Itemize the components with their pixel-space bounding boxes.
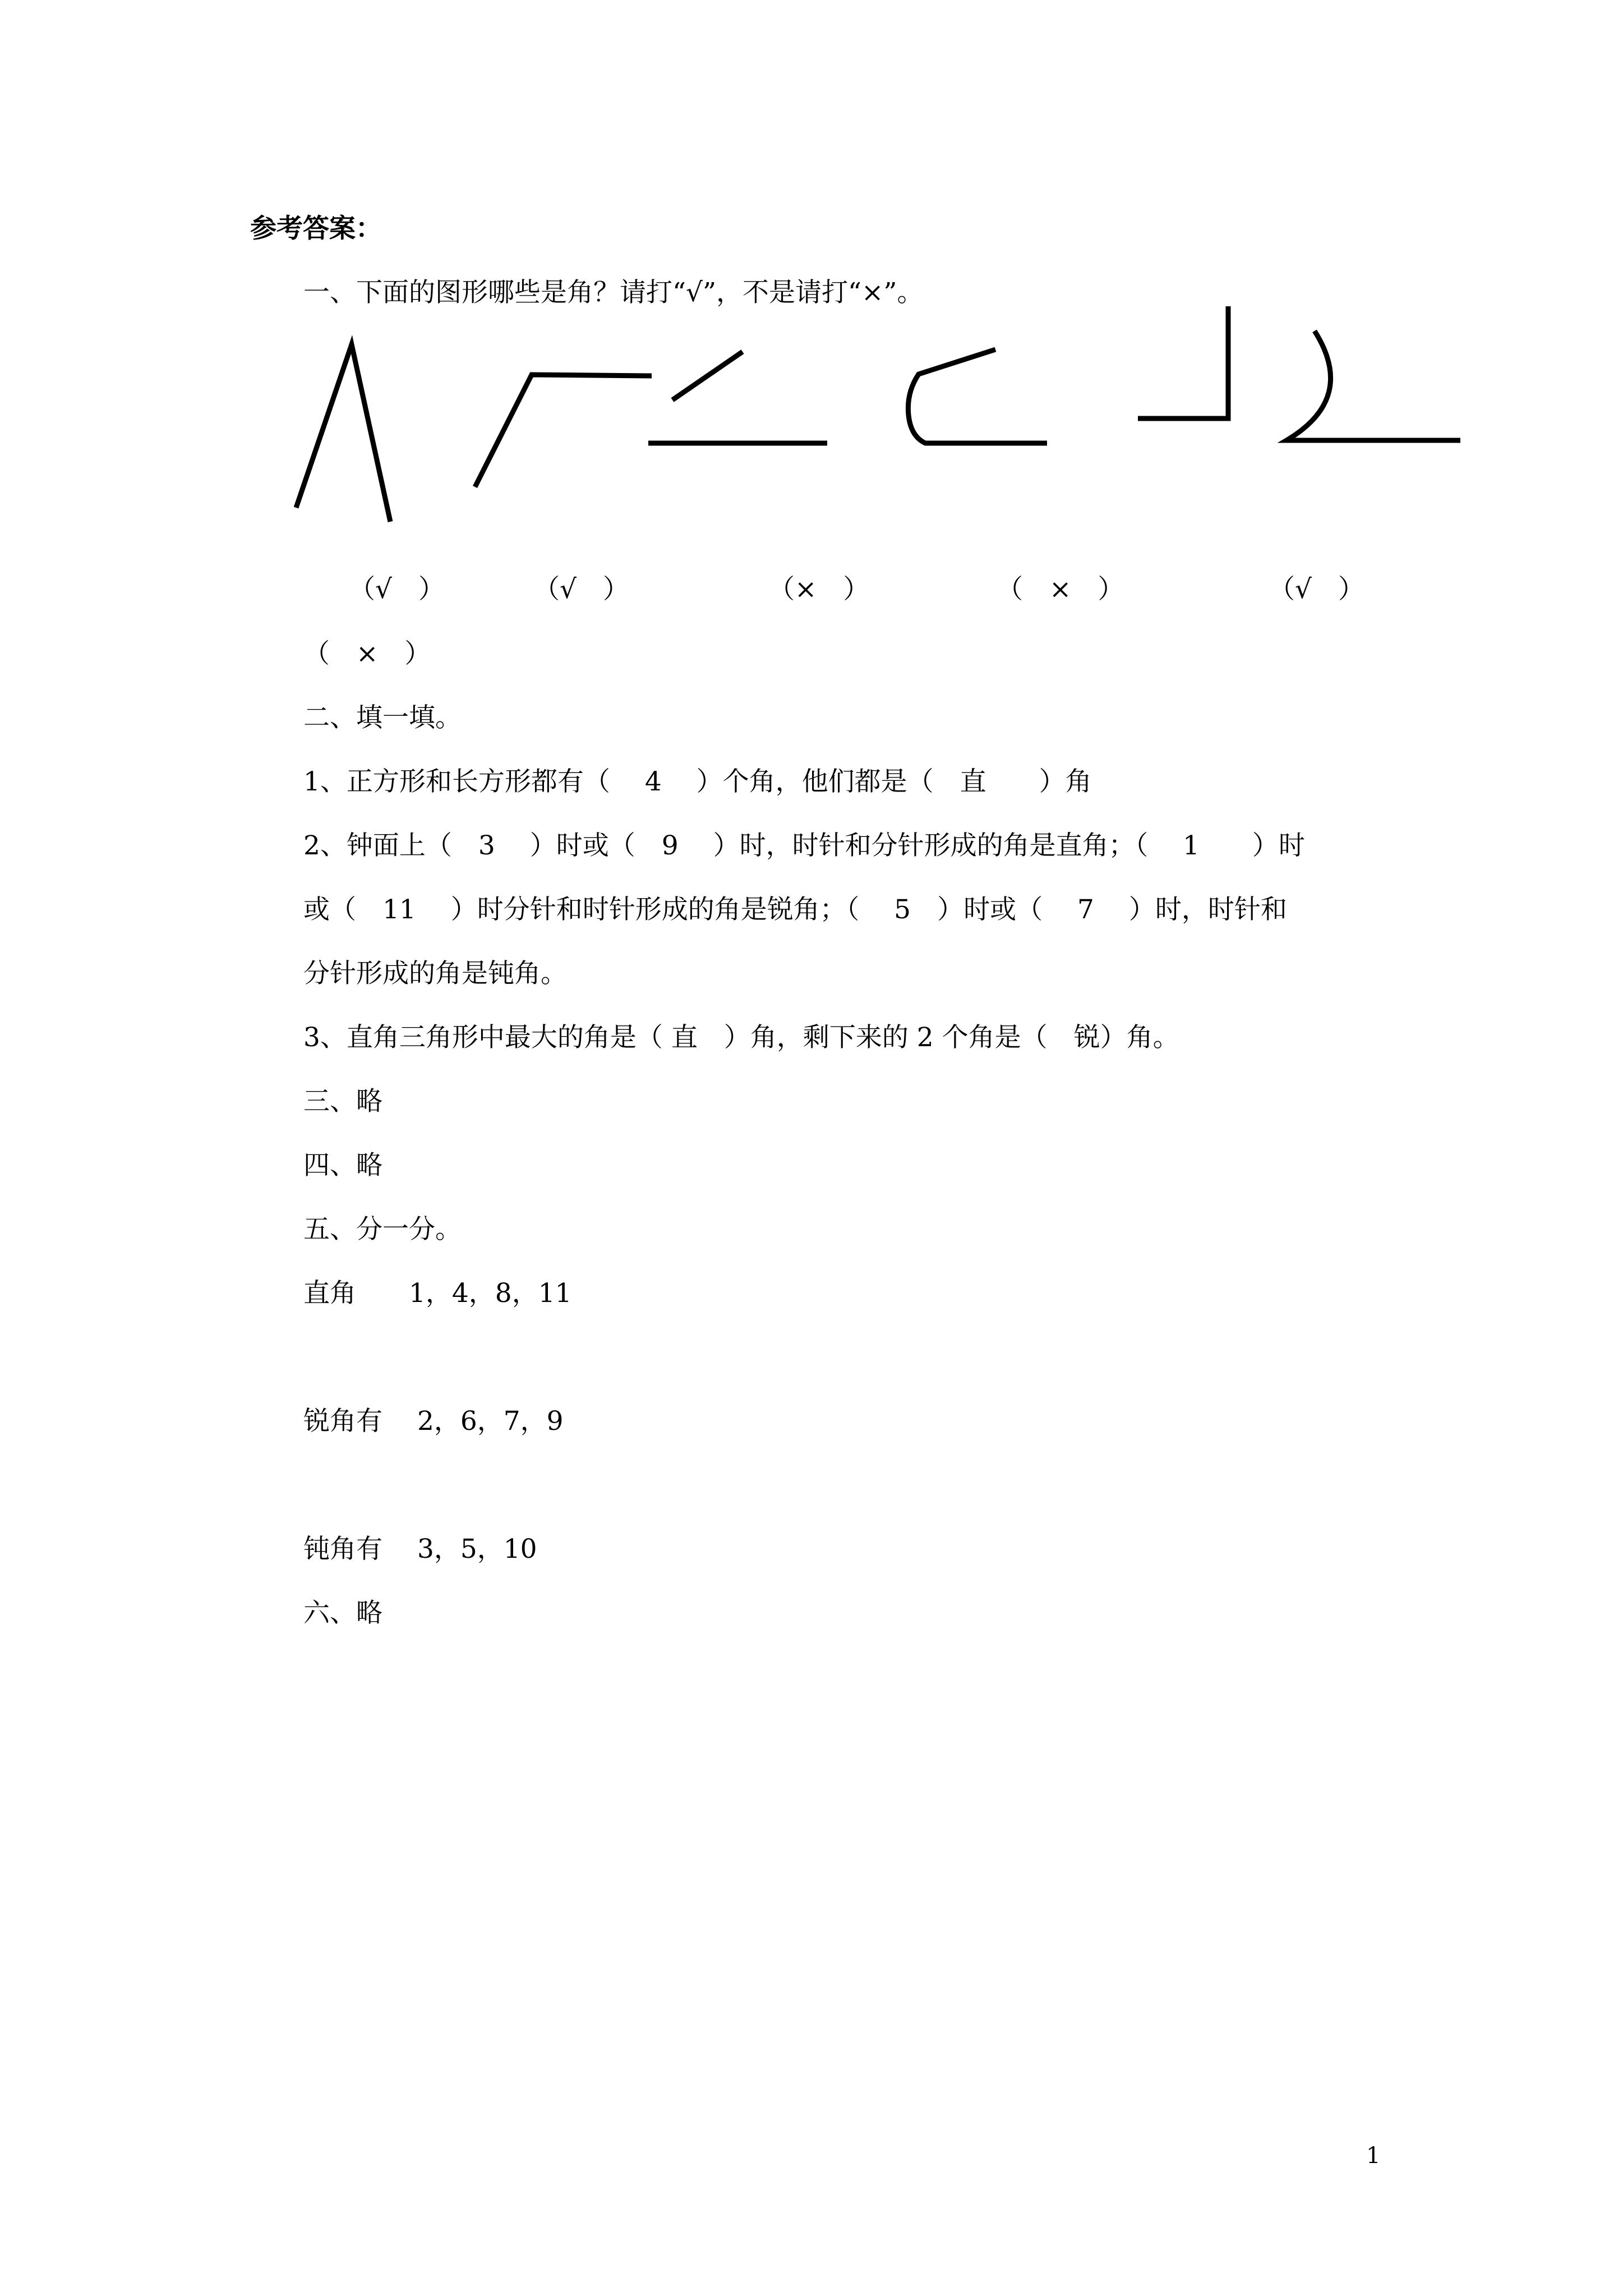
figure-3-answer: （× ）: [768, 574, 870, 605]
q6-text: 六、略: [303, 1598, 382, 1628]
figure-2-angle: [475, 375, 652, 487]
q2-line-1: 1、正方形和长方形都有（ 4 ）个角，他们都是（ 直 ）角: [303, 766, 1092, 797]
q2-line-3: 或（ 11 ）时分针和时针形成的角是锐角；（ 5 ）时或（ 7 ）时，时针和: [303, 894, 1287, 925]
figure-3-non-angle: [648, 352, 827, 443]
figure-4-answer: （ × ）: [997, 574, 1124, 605]
q5-heading: 五、分一分。: [303, 1214, 462, 1245]
angle-figures: [0, 0, 1623, 561]
figure-2-answer: （√ ）: [533, 574, 629, 605]
figure-5-angle: [1138, 306, 1228, 418]
figure-1-answer: （√ ）: [349, 574, 445, 605]
figure-6-non-angle: [1287, 331, 1460, 440]
q5-acute-angles: 锐角有 2，6，7，9: [303, 1406, 564, 1437]
q5-obtuse-angles: 钝角有 3，5，10: [303, 1534, 537, 1565]
figure-5-answer: （√ ）: [1269, 574, 1364, 605]
q2-line-4: 分针形成的角是钝角。: [303, 958, 567, 989]
q2-heading: 二、填一填。: [303, 702, 462, 733]
q2-line-2: 2、钟面上（ 3 ）时或（ 9 ）时，时针和分针形成的角是直角；（ 1 ）时: [303, 830, 1305, 861]
q5-right-angles: 直角 1，4，8，11: [303, 1278, 572, 1309]
q1-heading: 一、下面的图形哪些是角？请打“√”，不是请打“×”。: [303, 277, 924, 308]
q2-line-5: 3、直角三角形中最大的角是（ 直 ）角，剩下来的 2 个角是（ 锐）角。: [303, 1022, 1179, 1053]
page-number: 1: [1366, 2143, 1381, 2169]
answer-title: 参考答案：: [250, 213, 382, 244]
q4-text: 四、略: [303, 1150, 382, 1181]
q3-text: 三、略: [303, 1086, 382, 1117]
figure-1-angle: [296, 344, 390, 522]
figure-6-answer: （ × ）: [303, 638, 431, 669]
figure-4-non-angle: [908, 349, 1047, 443]
